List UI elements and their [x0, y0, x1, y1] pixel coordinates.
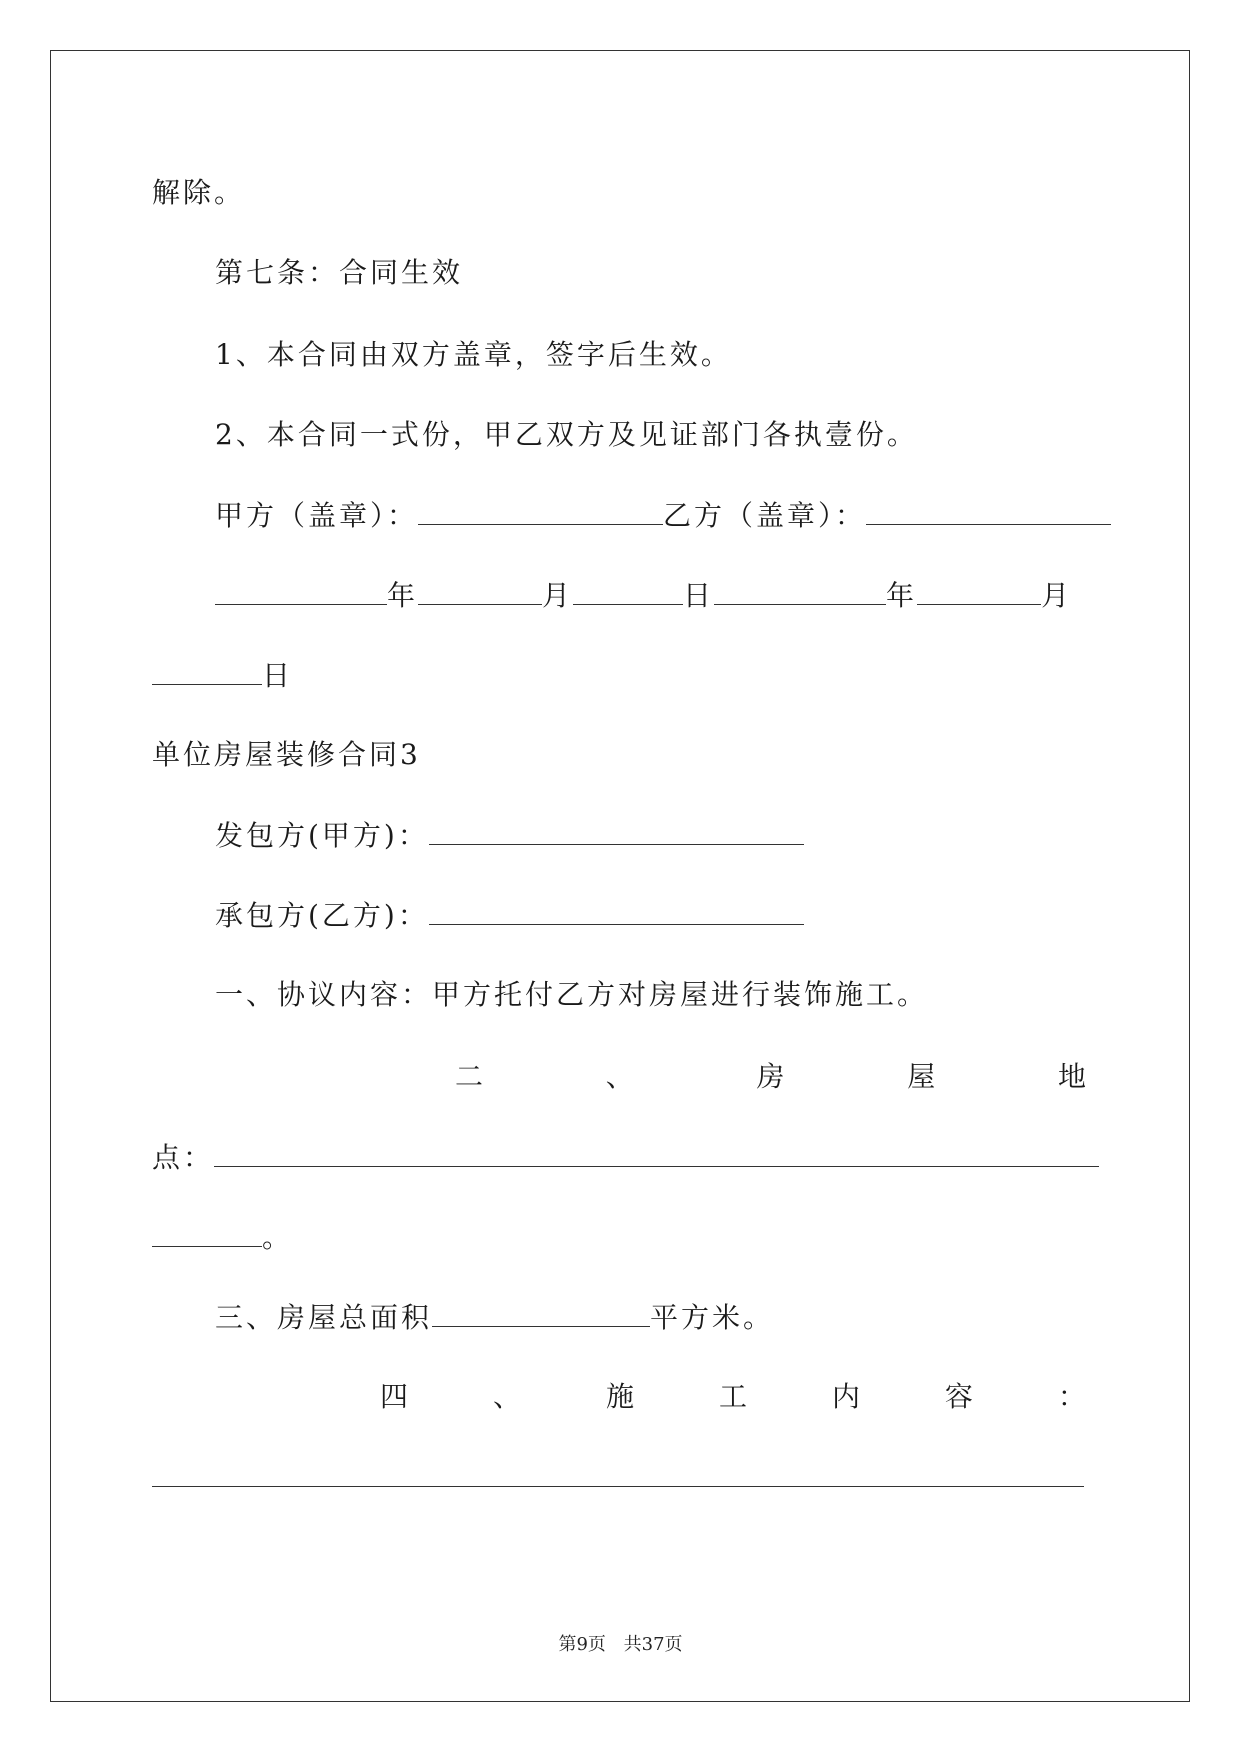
clause-area	[215, 1300, 774, 1335]
location-label: 点：	[152, 1141, 215, 1174]
area-unit: 平方米。	[650, 1301, 775, 1334]
month-blank-1	[418, 578, 542, 605]
party-a-seal-label: 甲方（盖章）：	[215, 499, 419, 532]
day-label-1: 日	[683, 579, 715, 612]
construction-blank-line	[152, 1460, 1084, 1495]
page-number: 第9页	[558, 1634, 606, 1655]
clause-construction-char: 四	[380, 1380, 409, 1413]
clause-location-char: 房	[756, 1060, 785, 1093]
clause-construction-char: 施	[605, 1380, 634, 1413]
clause-agreement-text: 一、协议内容：甲方托付乙方对房屋进行装饰施工。	[215, 978, 929, 1011]
location-blank-continued	[152, 1220, 262, 1247]
clause-construction-char: 工	[718, 1380, 747, 1413]
article-seven-heading	[215, 256, 463, 290]
page-border	[50, 50, 1190, 1702]
clause-location-char: 二	[455, 1060, 484, 1093]
location-end-mark: 。	[262, 1221, 294, 1254]
party-a-label: 发包方(甲方)：	[215, 819, 429, 852]
clause-construction-char: 内	[831, 1380, 860, 1413]
party-b-label: 承包方(乙方)：	[215, 899, 429, 932]
clause-construction-char: 、	[492, 1380, 521, 1413]
date-line-continued	[152, 658, 293, 693]
party-a-seal-blank	[418, 498, 663, 525]
day-blank-1	[573, 578, 683, 605]
day-label-2: 日	[262, 659, 294, 692]
clause-location-char: 屋	[907, 1060, 936, 1093]
signature-line	[215, 498, 1111, 533]
date-line	[215, 578, 1072, 613]
year-blank-2	[714, 578, 886, 605]
clause-copies	[215, 418, 918, 452]
area-label: 三、房屋总面积	[215, 1301, 433, 1334]
contract-title	[152, 738, 421, 772]
text-line-release	[152, 176, 245, 210]
month-label-2: 月	[1041, 579, 1073, 612]
month-label-1: 月	[542, 579, 574, 612]
party-b-seal-blank	[866, 498, 1111, 525]
clause-location-line-continued	[152, 1220, 293, 1255]
article-seven-text: 第七条：合同生效	[215, 256, 464, 289]
month-blank-2	[917, 578, 1041, 605]
party-b-seal-label: 乙方（盖章）：	[663, 499, 867, 532]
clause-location-char: 、	[605, 1060, 634, 1093]
year-blank-1	[215, 578, 387, 605]
clause-construction-heading	[380, 1380, 1086, 1414]
party-a-line	[215, 818, 804, 853]
clause-agreement	[215, 978, 928, 1012]
clause-location-char: 地	[1057, 1060, 1086, 1093]
party-b-blank	[429, 898, 804, 925]
contract-title-text: 单位房屋装修合同3	[152, 738, 421, 771]
clause-location-line	[152, 1140, 1099, 1175]
page-footer	[0, 1630, 1241, 1656]
area-blank	[432, 1300, 650, 1327]
year-label-2: 年	[886, 579, 918, 612]
total-pages: 共37页	[623, 1634, 683, 1655]
clause-construction-char: 容	[944, 1380, 973, 1413]
clause-location-heading	[455, 1060, 1086, 1094]
clause-copies-text: 2、本合同一式份，甲乙双方及见证部门各执壹份。	[215, 418, 918, 451]
year-label-1: 年	[387, 579, 419, 612]
release-text: 解除。	[152, 176, 246, 209]
party-b-line	[215, 898, 804, 933]
day-blank-2	[152, 658, 262, 685]
clause-effective	[215, 338, 732, 372]
clause-effective-text: 1、本合同由双方盖章，签字后生效。	[215, 338, 732, 371]
construction-blank	[152, 1460, 1084, 1487]
party-a-blank	[429, 818, 804, 845]
clause-construction-char: ：	[1057, 1380, 1086, 1413]
location-blank	[214, 1140, 1099, 1167]
